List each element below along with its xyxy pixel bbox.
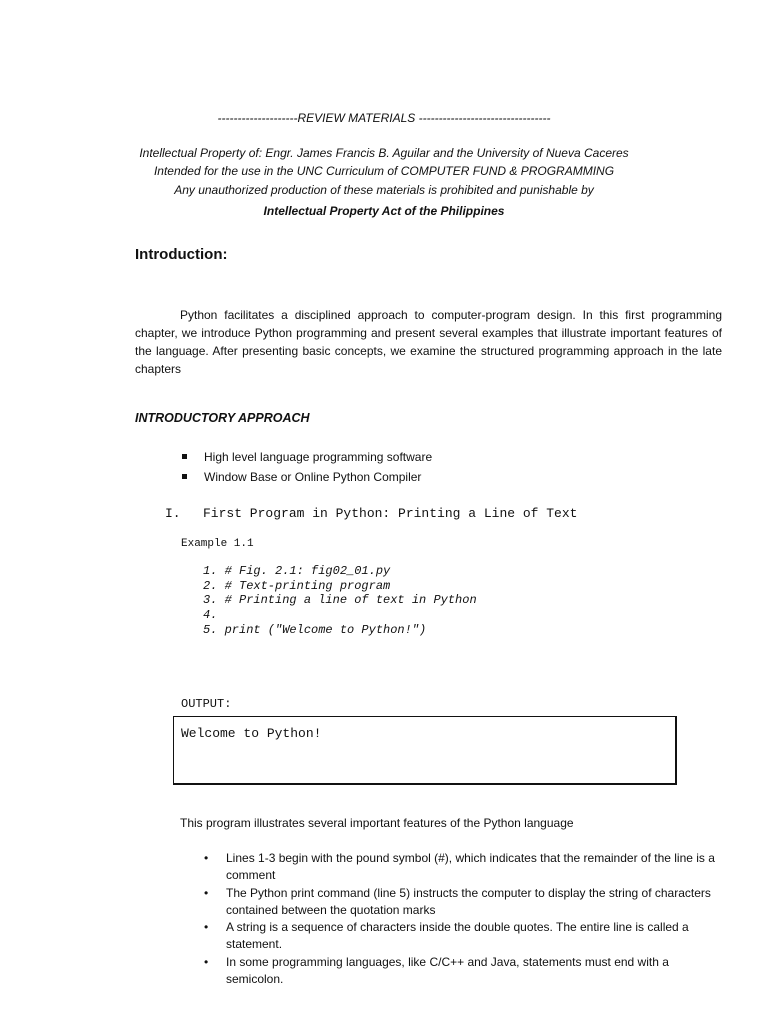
code-line: 4. [203,608,218,623]
section-number: I. [165,506,181,521]
intended-use-line: Intended for the use in the UNC Curriculum of COMPUTER FUND & PROGRAMMING [153,164,615,178]
bullet-icon: • [204,920,209,935]
list-item-text: A string is a sequence of characters inside the double quotes. The entire line is called a statement. [226,920,689,952]
section-title: First Program in Python: Printing a Line of Text [203,506,578,521]
list-item-text: The Python print command (line 5) instructs the computer to display the string of characters contained between the quotation marks [226,885,711,917]
code-listing [203,564,477,638]
list-item-text: In some programming languages, like C/C++ and Java, statements must end with a semicolon. [226,954,669,987]
approach-heading: INTRODUCTORY APPROACH [135,411,310,425]
ip-act-line: Intellectual Property Act of the Philippines [263,204,505,218]
bullet-icon: • [204,885,209,900]
code-line: 1. # Fig. 2.1: fig02_01.py [203,564,391,578]
square-bullet-icon [182,454,187,459]
unauthorized-line: Any unauthorized production of these materials is prohibited and punishable by [174,183,594,197]
review-materials-banner: --------------------REVIEW MATERIALS --------------------------------- [217,111,551,125]
ip-owner-line: Intellectual Property of: Engr. James Francis B. Aguilar and the University of Nueva Caceres [139,146,629,160]
output-text: Welcome to Python! [181,726,322,741]
approach-list [180,447,432,487]
square-bullet-icon [182,474,187,479]
list-item [204,954,724,989]
code-line: 5. print ("Welcome to Python!") [203,622,427,637]
summary-intro: This program illustrates several important features of the Python language [180,816,574,830]
introduction-heading: Introduction: [135,246,228,263]
introduction-text: Python facilitates a disciplined approach to computer-program design. In this first programming chapter, we introduce Python programming and present several examples that illustrate important features of the language. After presenting basic concepts, we examine the structured programming approach in the late chapters [135,308,722,376]
list-item [204,885,724,920]
list-item-text: High level language programming software [204,450,433,464]
example-label: Example 1.1 [181,538,254,550]
summary-bullet-list [204,850,724,988]
introduction-paragraph [135,306,722,378]
bullet-icon: • [204,851,209,865]
code-line: 3. # Printing a line of text in Python [203,593,477,608]
bullet-icon: • [204,954,209,969]
code-line: 2. # Text-printing program [203,578,391,593]
list-item [204,850,724,885]
list-item [180,447,432,467]
output-label: OUTPUT: [181,697,232,711]
list-item [204,919,724,954]
list-item-text: Lines 1-3 begin with the pound symbol (#), which indicates that the remainder of the line is a comment [226,851,715,883]
list-item [180,467,432,487]
list-item-text: Window Base or Online Python Compiler [204,470,422,484]
